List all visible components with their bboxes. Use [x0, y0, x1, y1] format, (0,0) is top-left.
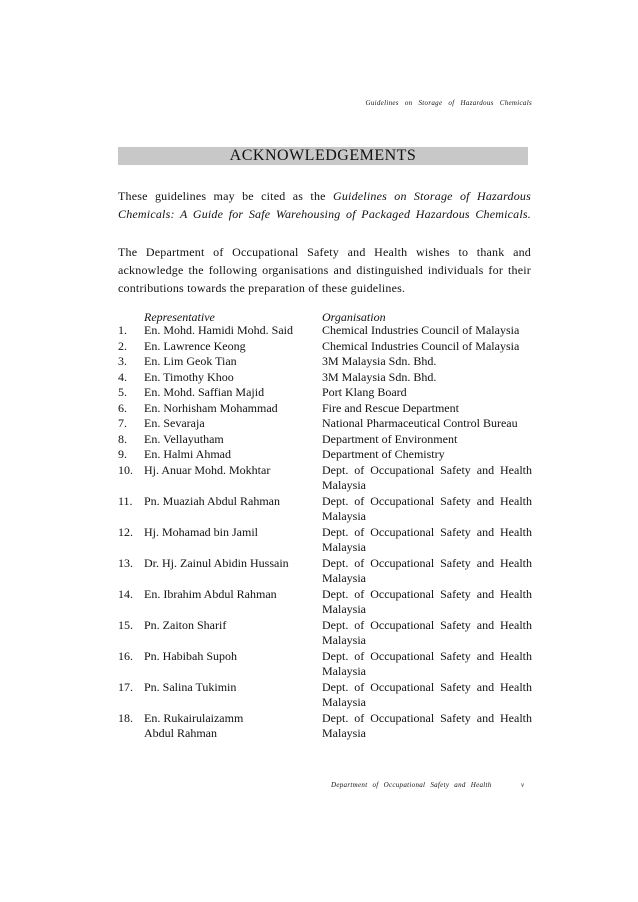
organisation-name: Malaysia [322, 664, 366, 678]
organisation-name: Dept. of Occupational Safety and Health [322, 493, 532, 508]
item-number: 13. [118, 555, 133, 570]
representative-name: Hj. Anuar Mohd. Mokhtar [144, 462, 271, 477]
representative-name: Dr. Hj. Zainul Abidin Hussain [144, 555, 289, 570]
organisation-name: Dept. of Occupational Safety and Health [322, 648, 532, 663]
item-number: 11. [118, 493, 133, 508]
item-number: 2. [118, 338, 127, 353]
representative-name: En. Sevaraja [144, 416, 205, 430]
item-number: 4. [118, 369, 127, 384]
organisation-name: Malaysia [322, 540, 366, 554]
organisation-name: Malaysia [322, 571, 366, 585]
representative-name: En. Ibrahim Abdul Rahman [144, 586, 277, 601]
list-item [118, 385, 532, 401]
item-number: 17. [118, 679, 133, 694]
list-item [118, 649, 532, 680]
page-title: ACKNOWLEDGEMENTS [229, 147, 417, 164]
item-number: 15. [118, 617, 133, 632]
thanks-paragraph: The Department of Occupational Safety and Health wishes to thank and acknowledge the following organisations and distinguished individuals for their contributions towards the preparation of these guidelines. [118, 245, 531, 295]
organisation-name: Chemical Industries Council of Malaysia [322, 323, 520, 337]
representative-name-continued: Abdul Rahman [144, 726, 217, 740]
organisation-name: Dept. of Occupational Safety and Health [322, 555, 532, 570]
citation-title: Guidelines on Storage of Hazardous Chemicals: A Guide for Safe Warehousing of Packaged Hazardous Chemicals. [118, 189, 532, 221]
list-item [118, 494, 532, 525]
list-item [118, 416, 532, 432]
representative-name: Pn. Salina Tukimin [144, 679, 237, 694]
representative-name: En. Timothy Khoo [144, 369, 234, 384]
list-item [118, 339, 532, 355]
list-item [118, 711, 532, 742]
item-number: 3. [118, 354, 127, 368]
organisation-name: Malaysia [322, 602, 366, 616]
column-header-organisation: Organisation [322, 310, 386, 324]
organisation-name: Dept. of Occupational Safety and Health [322, 679, 532, 694]
representative-name: En. Lawrence Keong [144, 338, 246, 353]
organisation-name: Dept. of Occupational Safety and Health [322, 586, 532, 601]
list-item [118, 556, 532, 587]
list-item [118, 370, 532, 386]
list-item [118, 401, 532, 417]
list-item [118, 618, 532, 649]
item-number: 9. [118, 447, 127, 461]
list-item [118, 525, 532, 556]
organisation-name: National Pharmaceutical Control Bureau [322, 416, 518, 430]
organisation-name: Malaysia [322, 695, 366, 709]
title-band [118, 147, 528, 165]
item-number: 8. [118, 431, 127, 446]
list-item [118, 323, 532, 339]
representative-name: Pn. Muaziah Abdul Rahman [144, 493, 280, 508]
list-item [118, 432, 532, 448]
item-number: 5. [118, 385, 127, 399]
organisation-name: Malaysia [322, 509, 366, 523]
item-number: 6. [118, 400, 127, 415]
running-header: Guidelines on Storage of Hazardous Chemicals [365, 99, 532, 107]
organisation-name: Malaysia [322, 478, 366, 492]
organisation-name: Dept. of Occupational Safety and Health [322, 462, 532, 477]
acknowledgement-list [118, 323, 532, 742]
page-number: v [521, 781, 525, 789]
citation-paragraph [118, 187, 531, 223]
organisation-name: Department of Environment [322, 431, 458, 446]
column-header-representative: Representative [144, 310, 215, 324]
representative-name: Pn. Habibah Supoh [144, 648, 237, 663]
list-item [118, 447, 532, 463]
item-number: 7. [118, 416, 127, 430]
representative-name: En. Rukairulaizamm [144, 710, 244, 725]
item-number: 16. [118, 648, 133, 663]
representative-name: En. Norhisham Mohammad [144, 400, 278, 415]
item-number: 18. [118, 710, 133, 725]
item-number: 14. [118, 586, 133, 601]
organisation-name: Department of Chemistry [322, 447, 445, 461]
list-item [118, 587, 532, 618]
organisation-name: Malaysia [322, 726, 366, 740]
organisation-name: Port Klang Board [322, 385, 407, 399]
organisation-name: Dept. of Occupational Safety and Health [322, 710, 532, 725]
representative-name: Hj. Mohamad bin Jamil [144, 524, 258, 539]
footer-text: Department of Occupational Safety and Health [331, 781, 492, 789]
representative-name: En. Mohd. Hamidi Mohd. Said [144, 323, 293, 337]
item-number: 12. [118, 524, 133, 539]
item-number: 1. [118, 323, 127, 337]
organisation-name: Malaysia [322, 633, 366, 647]
organisation-name: 3M Malaysia Sdn. Bhd. [322, 369, 437, 384]
list-item [118, 354, 532, 370]
representative-name: En. Mohd. Saffian Majid [144, 385, 265, 399]
list-item [118, 463, 532, 494]
representative-name: Pn. Zaiton Sharif [144, 617, 227, 632]
organisation-name: Fire and Rescue Department [322, 400, 459, 415]
organisation-name: Chemical Industries Council of Malaysia [322, 338, 520, 353]
organisation-name: 3M Malaysia Sdn. Bhd. [322, 354, 437, 368]
representative-name: En. Halmi Ahmad [144, 447, 231, 461]
citation-prefix: These guidelines may be cited as the [118, 189, 333, 203]
representative-name: En. Lim Geok Tian [144, 354, 237, 368]
representative-name: En. Vellayutham [144, 431, 224, 446]
organisation-name: Dept. of Occupational Safety and Health [322, 524, 532, 539]
list-item [118, 680, 532, 711]
item-number: 10. [118, 462, 133, 477]
organisation-name: Dept. of Occupational Safety and Health [322, 617, 532, 632]
